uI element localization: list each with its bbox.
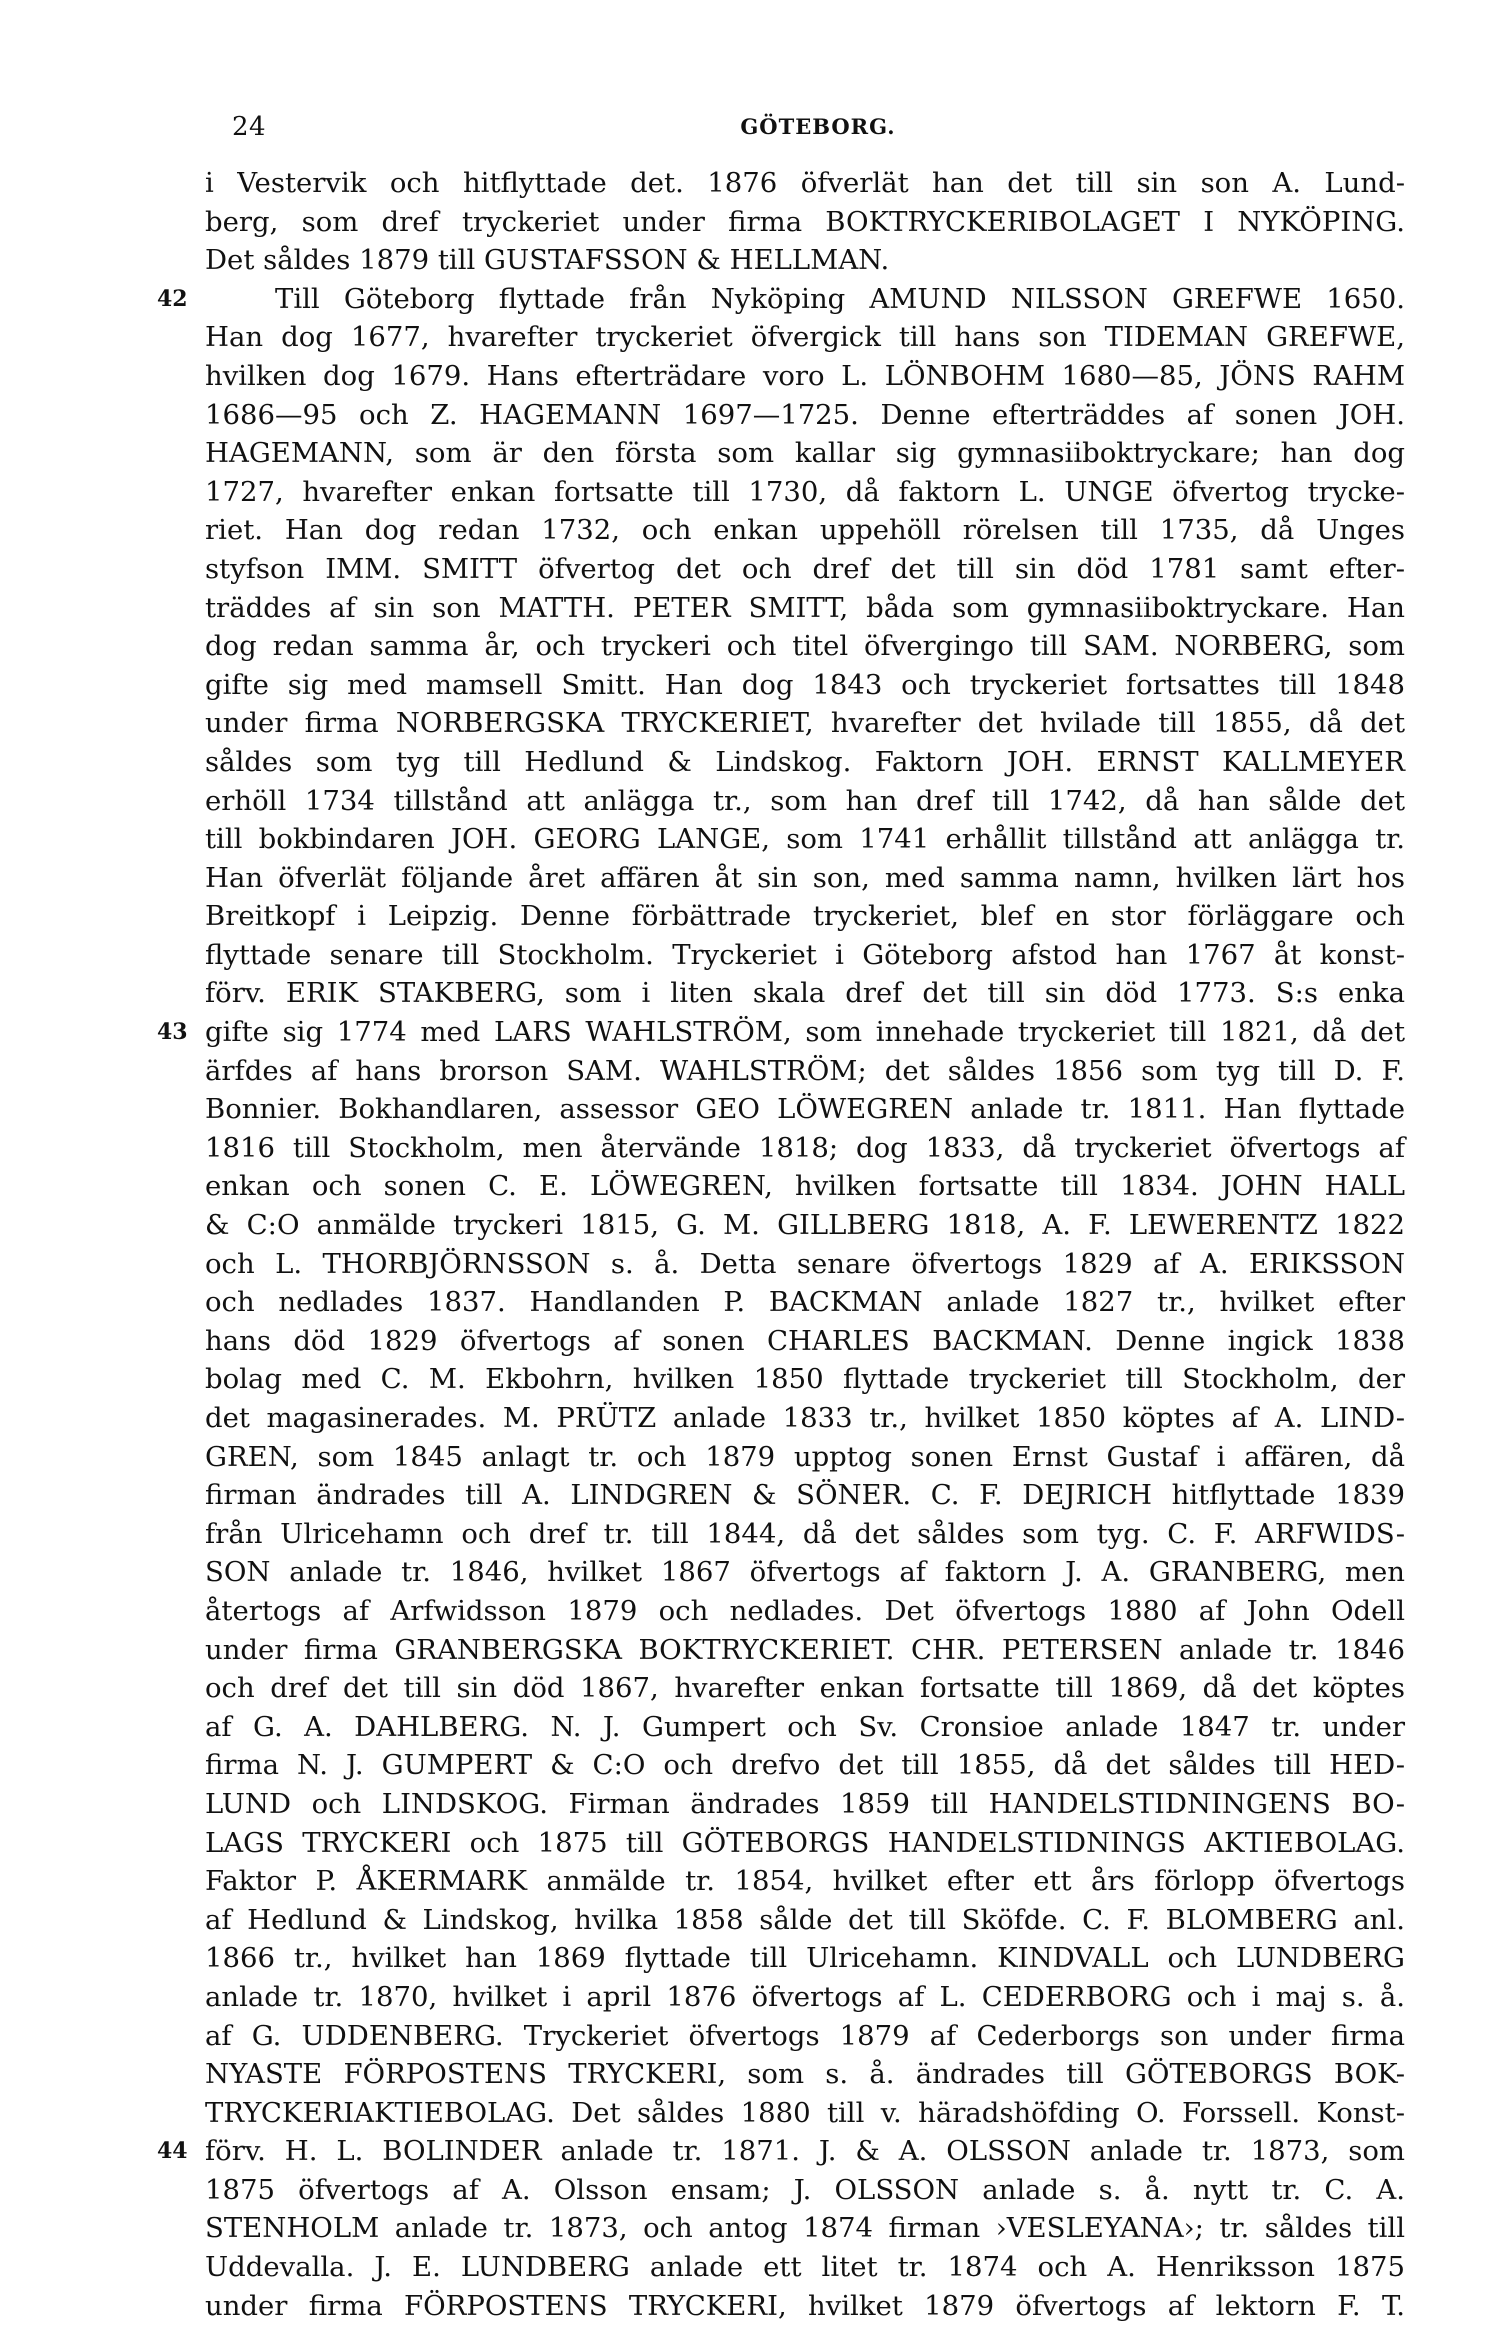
text-line: 1816 till Stockholm, men återvände 1818; dog 1833, då tryckeriet öfvertogs af — [205, 1131, 1405, 1164]
text-line: 1686—95 och Z. HAGEMANN 1697—1725. Denne efterträddes af sonen JOH. — [205, 398, 1405, 431]
text-line: STENHOLM anlade tr. 1873, och antog 1874 firman ›VESLEYANA›; tr. såldes till — [205, 2212, 1405, 2245]
text-line: förv. ERIK STAKBERG, som i liten skala dref det till sin död 1773. S:s enka — [205, 977, 1405, 1010]
text-line: 1866 tr., hvilket han 1869 flyttade till Ulricehamn. KINDVALL och LUNDBERG — [205, 1942, 1405, 1975]
text-line: träddes af sin son MATTH. PETER SMITT, båda som gymnasiiboktryckare. Han — [205, 591, 1405, 624]
text-line: Faktor P. ÅKERMARK anmälde tr. 1854, hvilket efter ett års förlopp öfvertogs — [205, 1865, 1405, 1898]
text-line: Det såldes 1879 till GUSTAFSSON & HELLMAN. — [205, 244, 890, 277]
text-line: under firma GRANBERGSKA BOKTRYCKERIET. CHR. PETERSEN anlade tr. 1846 — [205, 1633, 1405, 1666]
margin-number: 42 — [157, 285, 188, 312]
text-line: gifte sig med mamsell Smitt. Han dog 1843 och tryckeriet fortsattes till 1848 — [205, 668, 1405, 701]
text-line: bolag med C. M. Ekbohrn, hvilken 1850 flyttade tryckeriet till Stockholm, der — [205, 1363, 1405, 1396]
text-line: TRYCKERIAKTIEBOLAG. Det såldes 1880 till v. häradshöfding O. Forssell. Konst- — [205, 2096, 1405, 2129]
running-head: GÖTEBORG. — [740, 114, 896, 139]
page-header — [232, 112, 1404, 146]
body-text — [157, 164, 1405, 2325]
text-line: återtogs af Arfwidsson 1879 och nedlades. Det öfvertogs 1880 af John Odell — [205, 1594, 1405, 1627]
text-line: enkan och sonen C. E. LÖWEGREN, hvilken fortsatte till 1834. JOHN HALL — [205, 1170, 1405, 1203]
text-line: och dref det till sin död 1867, hvarefter enkan fortsatte till 1869, då det köptes — [205, 1672, 1405, 1705]
text-line: dog redan samma år, och tryckeri och titel öfvergingo till SAM. NORBERG, som — [205, 630, 1405, 663]
text-line: anlade tr. 1870, hvilket i april 1876 öfvertogs af L. CEDERBORG och i maj s. å. — [205, 1980, 1405, 2013]
text-line: af G. UDDENBERG. Tryckeriet öfvertogs 1879 af Cederborgs son under firma — [205, 2019, 1405, 2052]
text-line: under firma FÖRPOSTENS TRYCKERI, hvilket 1879 öfvertogs af lektorn F. T. — [205, 2289, 1405, 2322]
text-line: berg, som dref tryckeriet under firma BOKTRYCKERIBOLAGET I NYKÖPING. — [205, 205, 1405, 238]
margin-number: 43 — [157, 1019, 188, 1046]
text-line: Bonnier. Bokhandlaren, assessor GEO LÖWEGREN anlade tr. 1811. Han flyttade — [205, 1093, 1405, 1126]
text-line: 44 förv. H. L. BOLINDER anlade tr. 1871. J. & A. OLSSON anlade tr. 1873, som — [205, 2132, 1405, 2171]
text-line: hans död 1829 öfvertogs af sonen CHARLES BACKMAN. Denne ingick 1838 — [205, 1324, 1405, 1357]
text-line: & C:O anmälde tryckeri 1815, G. M. GILLBERG 1818, A. F. LEWERENTZ 1822 — [205, 1209, 1405, 1242]
text-line: styfson IMM. SMITT öfvertog det och dref det till sin död 1781 samt efter- — [205, 552, 1405, 585]
text-line: från Ulricehamn och dref tr. till 1844, då det såldes som tyg. C. F. ARFWIDS- — [205, 1517, 1405, 1550]
margin-number: 44 — [157, 2138, 188, 2165]
text-line: af G. A. DAHLBERG. N. J. Gumpert och Sv. Cronsioe anlade 1847 tr. under — [205, 1710, 1405, 1743]
text-line: och nedlades 1837. Handlanden P. BACKMAN anlade 1827 tr., hvilket efter — [205, 1286, 1405, 1319]
text-line: Han dog 1677, hvarefter tryckeriet öfvergick till hans son TIDEMAN GREFWE, — [205, 321, 1405, 354]
text-line: riet. Han dog redan 1732, och enkan uppehöll rörelsen till 1735, då Unges — [205, 514, 1405, 547]
text-line: 43 gifte sig 1774 med LARS WAHLSTRÖM, som innehade tryckeriet till 1821, då det — [205, 1013, 1405, 1052]
text-line: Uddevalla. J. E. LUNDBERG anlade ett litet tr. 1874 och A. Henriksson 1875 — [205, 2251, 1405, 2284]
text-line: 42 Till Göteborg flyttade från Nyköping AMUND NILSSON GREFWE 1650. — [205, 280, 1405, 319]
text-line: ärfdes af hans brorson SAM. WAHLSTRÖM; det såldes 1856 som tyg till D. F. — [205, 1054, 1405, 1087]
text-line: GREN, som 1845 anlagt tr. och 1879 upptog sonen Ernst Gustaf i affären, då — [205, 1440, 1405, 1473]
text-line: såldes som tyg till Hedlund & Lindskog. Faktorn JOH. ERNST KALLMEYER — [205, 745, 1405, 778]
text-line: firma N. J. GUMPERT & C:O och drefvo det till 1855, då det såldes till HED- — [205, 1749, 1405, 1782]
text-line: SON anlade tr. 1846, hvilket 1867 öfvertogs af faktorn J. A. GRANBERG, men — [205, 1556, 1405, 1589]
text-line: NYASTE FÖRPOSTENS TRYCKERI, som s. å. ändrades till GÖTEBORGS BOK- — [205, 2058, 1405, 2091]
text-line: under firma NORBERGSKA TRYCKERIET, hvarefter det hvilade till 1855, då det — [205, 707, 1405, 740]
text-line: erhöll 1734 tillstånd att anlägga tr., som han dref till 1742, då han sålde det — [205, 784, 1405, 817]
text-line: det magasinerades. M. PRÜTZ anlade 1833 tr., hvilket 1850 köptes af A. LIND- — [205, 1402, 1405, 1434]
text-line: 1727, hvarefter enkan fortsatte till 1730, då faktorn L. UNGE öfvertog trycke- — [205, 475, 1405, 508]
text-line: hvilken dog 1679. Hans efterträdare voro L. LÖNBOHM 1680—85, JÖNS RAHM — [205, 359, 1405, 392]
text-line: till bokbindaren JOH. GEORG LANGE, som 1741 erhållit tillstånd att anlägga tr. — [205, 823, 1405, 856]
page-number: 24 — [232, 112, 267, 142]
text-line: i Vestervik och hitflyttade det. 1876 öfverlät han det till sin son A. Lund- — [205, 167, 1405, 199]
text-line: firman ändrades till A. LINDGREN & SÖNER. C. F. DEJRICH hitflyttade 1839 — [205, 1479, 1405, 1512]
text-line: LAGS TRYCKERI och 1875 till GÖTEBORGS HANDELSTIDNINGS AKTIEBOLAG. — [205, 1826, 1405, 1859]
text-line: HAGEMANN, som är den första som kallar sig gymnasiiboktryckare; han dog — [205, 437, 1405, 470]
text-line: af Hedlund & Lindskog, hvilka 1858 sålde det till Sköfde. C. F. BLOMBERG anl. — [205, 1903, 1405, 1936]
text-line: LUND och LINDSKOG. Firman ändrades 1859 till HANDELSTIDNINGENS BO- — [205, 1787, 1405, 1820]
text-line: 1875 öfvertogs af A. Olsson ensam; J. OLSSON anlade s. å. nytt tr. C. A. — [205, 2173, 1405, 2206]
text-line: Breitkopf i Leipzig. Denne förbättrade tryckeriet, blef en stor förläggare och — [205, 900, 1405, 933]
text-line: Han öfverlät följande året affären åt sin son, med samma namn, hvilken lärt hos — [205, 861, 1405, 894]
text-line: flyttade senare till Stockholm. Tryckeriet i Göteborg afstod han 1767 åt konst- — [205, 938, 1405, 971]
text-line: och L. THORBJÖRNSSON s. å. Detta senare öfvertogs 1829 af A. ERIKSSON — [205, 1247, 1405, 1280]
